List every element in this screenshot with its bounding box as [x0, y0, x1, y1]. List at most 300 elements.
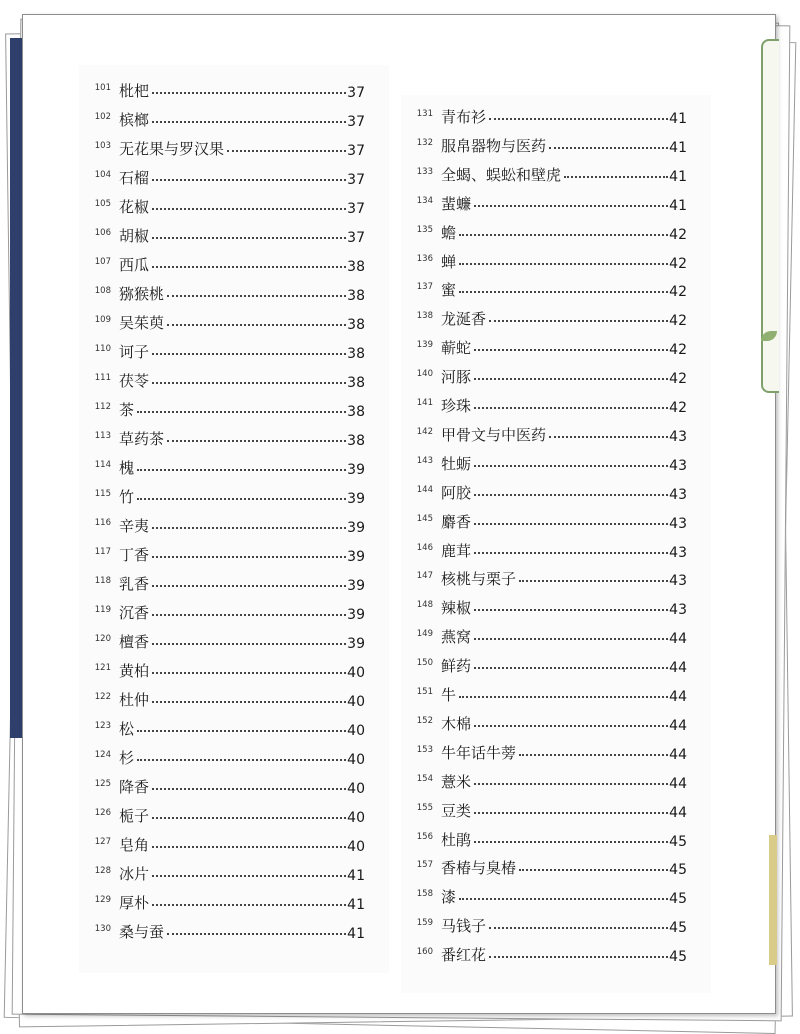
entry-page-number: 45: [669, 920, 687, 937]
dot-leader: [137, 411, 346, 413]
entry-page-number: 43: [669, 573, 687, 590]
entry-number: 116: [94, 518, 111, 528]
dot-leader: [152, 382, 346, 384]
toc-entry: [403, 592, 687, 618]
entry-page-number: 43: [669, 486, 687, 503]
entry-number: 107: [94, 257, 111, 267]
dot-leader: [564, 176, 668, 178]
dot-leader: [152, 237, 346, 239]
entry-page-number: 44: [669, 689, 687, 705]
entry-page-number: 39: [347, 636, 365, 652]
toc-entry: [403, 737, 687, 763]
dot-leader: [474, 465, 668, 467]
entry-title: 木棉: [441, 714, 472, 733]
entry-title: 燕窝: [441, 628, 472, 647]
entry-title: 石榴: [119, 169, 150, 187]
entry-title: 西瓜: [119, 256, 150, 274]
toc-entry: [403, 535, 687, 561]
toc-entry: [81, 916, 365, 942]
toc-entry: [81, 278, 365, 304]
toc-entry: [81, 365, 365, 391]
toc-entry: [403, 852, 687, 878]
entry-title: 花椒: [119, 198, 150, 216]
dot-leader: [152, 788, 346, 790]
toc-entry: [81, 713, 365, 739]
dot-leader: [152, 266, 346, 268]
entry-page-number: 37: [347, 230, 365, 246]
toc-entry: [403, 419, 687, 445]
dot-leader: [474, 667, 668, 669]
toc-entry: [81, 336, 365, 362]
entry-title: 草药茶: [119, 430, 165, 448]
toc-entry: [81, 423, 365, 449]
toc-entry: [81, 887, 365, 913]
entry-page-number: 38: [347, 404, 365, 420]
entry-page-number: 41: [347, 926, 365, 942]
entry-page-number: 37: [347, 172, 365, 188]
entry-page-number: 41: [669, 168, 687, 185]
entry-title: 茯苓: [119, 372, 150, 390]
entry-number: 149: [416, 629, 433, 640]
entry-title: 蜚蠊: [441, 194, 472, 213]
toc-entry: [403, 910, 687, 936]
entry-page-number: 40: [347, 781, 365, 797]
dot-leader: [152, 556, 346, 558]
entry-number: 147: [416, 571, 433, 582]
entry-page-number: 43: [669, 457, 687, 474]
entry-page-number: 43: [669, 544, 687, 561]
entry-title: 槐: [119, 459, 135, 477]
dot-leader: [489, 927, 668, 929]
toc-entry: [81, 452, 365, 478]
toc-entry: [403, 563, 687, 589]
dot-leader: [137, 469, 346, 471]
dot-leader: [459, 291, 668, 293]
dot-leader: [474, 407, 668, 409]
entry-title: 茶: [119, 401, 135, 419]
entry-page-number: 38: [347, 346, 365, 362]
entry-number: 119: [94, 605, 111, 615]
toc-entry: [81, 568, 365, 594]
entry-page-number: 38: [347, 259, 365, 275]
entry-title: 杜仲: [119, 691, 150, 709]
entry-page-number: 37: [347, 85, 365, 101]
entry-title: 甲骨文与中医药: [441, 425, 547, 444]
entry-title: 漆: [441, 888, 457, 907]
entry-page-number: 43: [669, 428, 687, 445]
entry-number: 102: [94, 112, 111, 122]
entry-title: 杉: [119, 749, 135, 767]
dot-leader: [137, 498, 346, 500]
entry-title: 檀香: [119, 633, 150, 651]
toc-entry: [81, 249, 365, 275]
entry-number: 112: [94, 402, 111, 412]
entry-page-number: 44: [669, 660, 687, 677]
entry-page-number: 42: [669, 226, 687, 243]
toc-entry: [403, 361, 687, 387]
entry-number: 115: [94, 489, 111, 499]
entry-number: 150: [416, 658, 433, 669]
entry-title: 辛夷: [119, 517, 150, 535]
entry-number: 133: [416, 166, 433, 177]
entry-page-number: 37: [347, 114, 365, 130]
entry-page-number: 40: [347, 694, 365, 710]
dot-leader: [167, 295, 346, 297]
entry-title: 薏米: [441, 772, 472, 791]
entry-page-number: 42: [669, 371, 687, 388]
dot-leader: [152, 353, 346, 355]
dot-leader: [474, 205, 668, 207]
entry-title: 竹: [119, 488, 135, 506]
toc-entry: [81, 539, 365, 565]
toc-entry: [81, 104, 365, 130]
entry-title: 青布衫: [441, 108, 487, 126]
entry-page-number: 45: [669, 833, 687, 850]
entry-page-number: 44: [669, 746, 687, 763]
entry-page-number: 37: [347, 201, 365, 217]
entry-title: 皂角: [119, 836, 150, 854]
entry-title: 龙涎香: [441, 310, 487, 329]
entry-number: 123: [94, 721, 111, 731]
dot-leader: [137, 730, 346, 732]
entry-number: 137: [416, 282, 433, 293]
dot-leader: [459, 696, 668, 698]
entry-title: 番红花: [441, 946, 487, 965]
toc-entry: [81, 220, 365, 246]
entry-title: 丁香: [119, 546, 150, 564]
entry-number: 105: [94, 199, 111, 209]
entry-title: 河豚: [441, 368, 472, 387]
dot-leader: [489, 118, 668, 120]
entry-title: 牛年话牛蒡: [441, 743, 517, 762]
entry-number: 117: [94, 547, 111, 557]
entry-title: 栀子: [119, 807, 150, 825]
dot-leader: [459, 263, 668, 265]
entry-title: 核桃与栗子: [441, 570, 517, 589]
toc-page: [22, 14, 776, 1014]
entry-title: 豆类: [441, 801, 472, 820]
entry-number: 103: [94, 141, 111, 151]
dot-leader: [152, 904, 346, 906]
toc-entry: [81, 162, 365, 188]
entry-title: 厚朴: [119, 894, 150, 912]
entry-number: 122: [94, 692, 111, 702]
entry-title: 杜鹃: [441, 830, 472, 849]
toc-entry: [81, 684, 365, 710]
entry-number: 135: [416, 224, 433, 235]
toc-entry: [403, 824, 687, 850]
dot-leader: [489, 320, 668, 322]
entry-number: 140: [416, 369, 433, 380]
entry-page-number: 42: [669, 342, 687, 359]
entry-number: 101: [94, 83, 111, 93]
entry-number: 144: [416, 484, 433, 495]
toc-entry: [403, 708, 687, 734]
entry-title: 诃子: [119, 343, 150, 361]
toc-entry: [403, 448, 687, 474]
toc-entry: [403, 188, 687, 214]
entry-title: 降香: [119, 778, 150, 796]
entry-number: 134: [416, 195, 433, 206]
dot-leader: [152, 585, 346, 587]
entry-number: 148: [416, 600, 433, 611]
entry-number: 127: [94, 837, 111, 847]
dot-leader: [474, 609, 668, 611]
entry-page-number: 44: [669, 775, 687, 792]
entry-page-number: 38: [347, 317, 365, 333]
entry-title: 蟾: [441, 223, 457, 242]
toc-entry: [403, 303, 687, 329]
dot-leader: [167, 933, 346, 935]
entry-page-number: 39: [347, 520, 365, 536]
dot-leader: [152, 208, 346, 210]
entry-number: 114: [94, 460, 111, 470]
entry-page-number: 38: [347, 433, 365, 449]
entry-number: 158: [416, 889, 433, 900]
entry-number: 118: [94, 576, 111, 586]
entry-page-number: 44: [669, 717, 687, 734]
toc-entry: [403, 246, 687, 272]
entry-title: 枇杷: [119, 82, 150, 100]
toc-entry: [403, 621, 687, 647]
entry-title: 牡蛎: [441, 454, 472, 473]
dot-leader: [519, 580, 668, 582]
toc-entry: [403, 766, 687, 792]
entry-number: 121: [94, 663, 111, 673]
entry-page-number: 39: [347, 462, 365, 478]
entry-page-number: 42: [669, 255, 687, 272]
toc-entry: [81, 597, 365, 623]
toc-entry: [81, 655, 365, 681]
dot-leader: [489, 956, 668, 958]
dot-leader: [474, 552, 668, 554]
toc-entry: [403, 332, 687, 358]
entry-title: 无花果与罗汉果: [119, 140, 225, 158]
toc-entry: [403, 274, 687, 300]
entry-page-number: 39: [347, 491, 365, 507]
entry-number: 125: [94, 779, 111, 789]
dot-leader: [549, 436, 668, 438]
toc-entry: [81, 481, 365, 507]
entry-number: 157: [416, 860, 433, 871]
toc-entry: [81, 191, 365, 217]
entry-number: 153: [416, 744, 433, 755]
dot-leader: [474, 378, 668, 380]
entry-title: 蕲蛇: [441, 339, 472, 358]
entry-number: 141: [416, 398, 433, 408]
entry-title: 服帛器物与医药: [441, 136, 547, 155]
entry-number: 159: [416, 918, 433, 929]
entry-title: 蜜: [441, 281, 457, 300]
entry-page-number: 38: [347, 288, 365, 304]
toc-entry: [81, 829, 365, 855]
entry-number: 155: [416, 802, 433, 813]
entry-number: 156: [416, 831, 433, 842]
entry-page-number: 44: [669, 631, 687, 648]
dot-leader: [152, 179, 346, 181]
entry-title: 猕猴桃: [119, 285, 165, 303]
entry-title: 沉香: [119, 604, 150, 622]
entry-number: 143: [416, 455, 433, 466]
toc-entry: [81, 800, 365, 826]
entry-number: 106: [94, 228, 111, 238]
entry-number: 146: [416, 542, 433, 553]
entry-title: 黄柏: [119, 662, 150, 680]
entry-number: 130: [94, 924, 111, 934]
entry-title: 全蝎、蜈蚣和壁虎: [441, 165, 562, 184]
entry-title: 麝香: [441, 512, 472, 531]
dot-leader: [519, 869, 668, 871]
entry-page-number: 40: [347, 665, 365, 681]
entry-number: 113: [94, 431, 111, 441]
dot-leader: [474, 523, 668, 525]
toc-entry: [81, 626, 365, 652]
entry-number: 151: [416, 687, 433, 697]
entry-page-number: 43: [669, 602, 687, 619]
entry-page-number: 45: [669, 862, 687, 879]
dot-leader: [474, 841, 668, 843]
entry-page-number: 43: [669, 515, 687, 532]
toc-entry: [81, 858, 365, 884]
dot-leader: [152, 875, 346, 877]
entry-page-number: 38: [347, 375, 365, 391]
dot-leader: [474, 783, 668, 785]
dot-leader: [152, 527, 346, 529]
entry-title: 马钱子: [441, 917, 487, 936]
dot-leader: [459, 898, 668, 900]
toc-entry: [403, 679, 687, 705]
dot-leader: [474, 349, 668, 351]
decorative-border: [761, 39, 779, 393]
entry-title: 辣椒: [441, 599, 472, 618]
entry-title: 槟榔: [119, 111, 150, 129]
dot-leader: [167, 440, 346, 442]
entry-title: 松: [119, 720, 135, 738]
entry-title: 牛: [441, 686, 457, 704]
entry-page-number: 45: [669, 949, 687, 966]
toc-entry: [81, 75, 365, 101]
entry-page-number: 44: [669, 804, 687, 821]
toc-entry: [81, 771, 365, 797]
entry-number: 128: [94, 866, 111, 876]
entry-number: 104: [94, 170, 111, 180]
dot-leader: [474, 725, 668, 727]
dot-leader: [152, 121, 346, 123]
leaf-icon: [761, 331, 777, 341]
entry-title: 珍珠: [441, 397, 472, 415]
entry-title: 阿胶: [441, 483, 472, 502]
dot-leader: [152, 92, 346, 94]
entry-page-number: 37: [347, 143, 365, 159]
entry-number: 131: [416, 109, 433, 119]
decorative-strip: [769, 835, 777, 965]
entry-page-number: 42: [669, 284, 687, 301]
dot-leader: [152, 701, 346, 703]
toc-entry: [403, 881, 687, 907]
entry-number: 132: [416, 137, 433, 148]
entry-title: 香椿与臭椿: [441, 859, 517, 878]
entry-page-number: 39: [347, 578, 365, 594]
toc-entry: [403, 390, 687, 416]
dot-leader: [227, 150, 346, 152]
entry-page-number: 39: [347, 549, 365, 565]
entry-page-number: 41: [347, 868, 365, 884]
entry-number: 154: [416, 773, 433, 784]
toc-entry: [403, 130, 687, 156]
book-edge-strip: [10, 38, 22, 738]
dot-leader: [474, 494, 668, 496]
entry-page-number: 42: [669, 400, 687, 416]
toc-entry: [403, 477, 687, 503]
entry-title: 吴茱萸: [119, 314, 165, 332]
entry-page-number: 39: [347, 607, 365, 623]
entry-title: 蝉: [441, 252, 457, 271]
toc-entry: [403, 795, 687, 821]
entry-title: 桑与蚕: [119, 923, 165, 941]
entry-number: 108: [94, 286, 111, 296]
dot-leader: [519, 754, 668, 756]
entry-number: 120: [94, 634, 111, 644]
dot-leader: [152, 817, 346, 819]
dot-leader: [459, 234, 668, 236]
entry-page-number: 40: [347, 839, 365, 855]
dot-leader: [549, 147, 668, 149]
entry-page-number: 40: [347, 752, 365, 768]
dot-leader: [474, 812, 668, 814]
entry-page-number: 41: [669, 111, 687, 127]
toc-entry: [81, 307, 365, 333]
entry-title: 鲜药: [441, 657, 472, 676]
entry-number: 109: [94, 315, 111, 325]
entry-title: 胡椒: [119, 227, 150, 245]
dot-leader: [167, 324, 346, 326]
toc-entry: [81, 133, 365, 159]
entry-title: 鹿茸: [441, 541, 472, 560]
entry-page-number: 40: [347, 723, 365, 739]
entry-number: 152: [416, 715, 433, 726]
toc-entry: [403, 506, 687, 532]
entry-number: 142: [416, 426, 433, 437]
dot-leader: [152, 846, 346, 848]
toc-entry: [403, 650, 687, 676]
dot-leader: [474, 638, 668, 640]
entry-page-number: 41: [669, 197, 687, 214]
entry-number: 129: [94, 895, 111, 905]
entry-number: 139: [416, 340, 433, 351]
toc-entry: [403, 101, 687, 127]
entry-page-number: 40: [347, 810, 365, 826]
toc-entry: [81, 742, 365, 768]
dot-leader: [152, 643, 346, 645]
toc-entry: [81, 510, 365, 536]
entry-page-number: 42: [669, 313, 687, 330]
toc-entry: [403, 159, 687, 185]
entry-title: 乳香: [119, 575, 150, 593]
entry-number: 136: [416, 253, 433, 264]
entry-number: 138: [416, 311, 433, 322]
dot-leader: [152, 672, 346, 674]
entry-number: 126: [94, 808, 111, 818]
entry-number: 145: [416, 513, 433, 524]
entry-page-number: 45: [669, 891, 687, 908]
entry-page-number: 41: [347, 897, 365, 913]
dot-leader: [152, 614, 346, 616]
entry-number: 111: [94, 373, 111, 383]
entry-number: 124: [94, 750, 111, 760]
toc-entry: [403, 939, 687, 965]
entry-number: 110: [94, 344, 111, 354]
toc-entry: [403, 217, 687, 243]
